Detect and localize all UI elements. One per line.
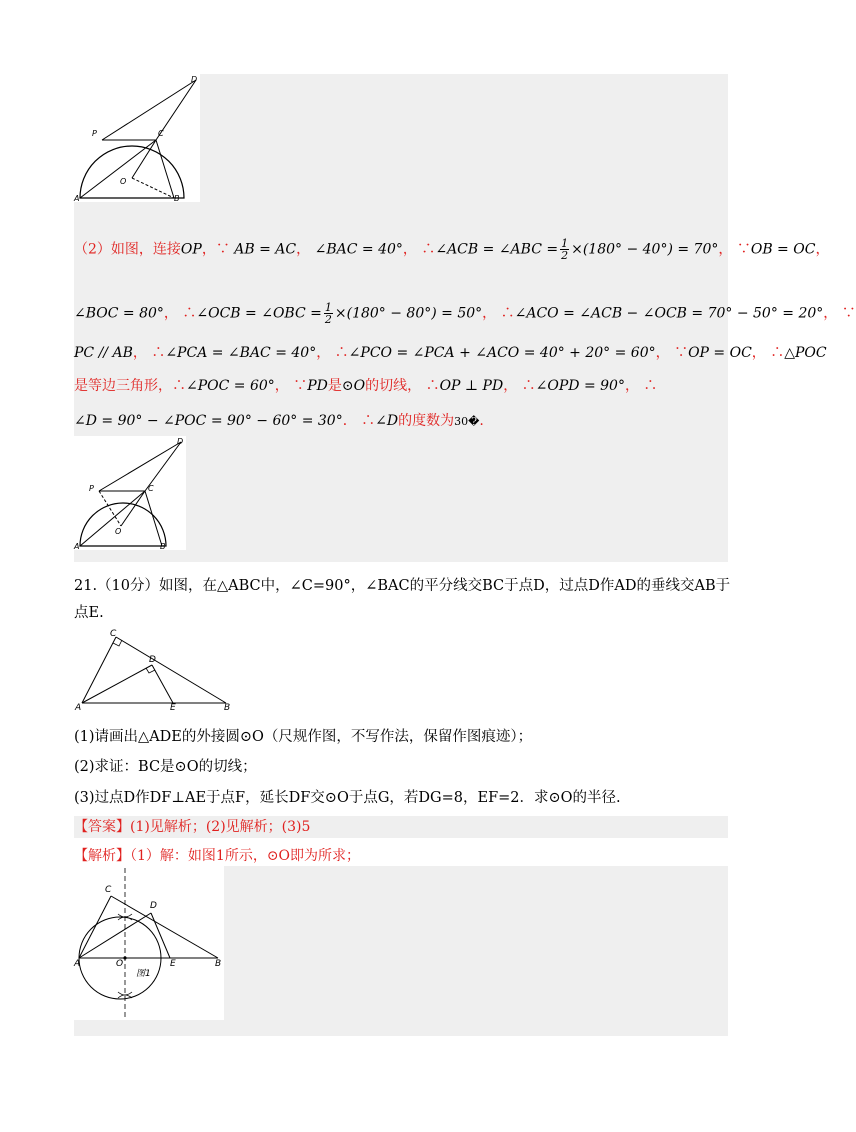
fig3-label-b: B	[224, 703, 231, 713]
math: ∠ACB = ∠ABC =	[435, 241, 559, 258]
fig2-label-a: A	[74, 542, 80, 551]
text: 是等边三角形，	[74, 378, 172, 394]
math: ∠D = 90° − ∠POC = 90° − 60° = 30°	[74, 413, 343, 429]
fig3-label-d: D	[149, 655, 156, 665]
math: OP ⊥ PD	[439, 378, 504, 394]
question-21-line-2: 点E.	[74, 605, 104, 621]
text: ，	[163, 305, 178, 322]
math: AB = AC	[234, 241, 297, 258]
denominator: 2	[561, 249, 569, 262]
therefore-symbol: ∴	[151, 345, 166, 361]
text: 的切线，	[365, 378, 422, 394]
because-symbol: ∵	[736, 241, 751, 258]
math: ∠D	[375, 413, 399, 429]
math: ∠BOC = 80°	[74, 305, 164, 322]
text: ，	[201, 241, 216, 258]
fig4-label-c: C	[105, 885, 112, 895]
text: 的度数为	[398, 413, 455, 429]
fig1-label-o: O	[120, 177, 127, 186]
fig3-label-c: C	[110, 629, 117, 639]
fig1-label-a: A	[74, 194, 80, 203]
fig4-label-b: B	[215, 959, 222, 969]
denominator: 2	[324, 313, 332, 326]
text: ．	[342, 413, 357, 429]
therefore-symbol: ∴	[521, 378, 536, 394]
because-symbol: ∵	[293, 378, 308, 394]
answer-row: 【答案】(1)见解析；(2)见解析；(3)5	[74, 816, 728, 838]
fig1-label-d: D	[191, 75, 198, 84]
math: △POC	[784, 345, 827, 361]
therefore-symbol: ∴	[172, 378, 186, 394]
text: .	[479, 413, 484, 429]
text: ，	[751, 345, 766, 361]
figure-construction	[74, 866, 224, 1020]
fig4-label-e: E	[170, 959, 176, 969]
text: ，	[823, 305, 838, 322]
math: ×(180° − 80°) = 50°	[334, 305, 483, 322]
text: ，	[503, 378, 518, 394]
math: ×(180° − 40°) = 70°	[571, 241, 719, 258]
math: ⊙O	[341, 378, 366, 394]
fig4-caption: 图1	[136, 969, 151, 979]
figure-semicircle-1	[74, 74, 200, 202]
text: 30�	[454, 415, 480, 428]
numerator: 1	[561, 237, 569, 250]
math: PC // AB	[74, 345, 133, 361]
because-symbol: ∵	[841, 305, 856, 322]
text: 是	[327, 378, 342, 394]
math: ∠PCA = ∠BAC = 40°	[165, 345, 317, 361]
text: ，	[316, 345, 331, 361]
fig1-label-b: B	[174, 194, 180, 203]
fig3-label-a: A	[75, 703, 82, 713]
text: ，	[132, 345, 147, 361]
figure-triangle	[74, 624, 234, 713]
therefore-symbol: ∴	[421, 241, 436, 258]
text: ，	[815, 241, 830, 258]
figure-semicircle-2	[74, 436, 186, 550]
because-symbol: ∵	[674, 345, 689, 361]
fig3-label-e: E	[170, 703, 176, 713]
question-21-part-1: (1)请画出△ADE的外接圆⊙O（尺规作图，不写作法，保留作图痕迹）；	[74, 729, 533, 745]
numerator: 1	[324, 301, 332, 314]
solution-line-2	[74, 302, 856, 325]
therefore-symbol: ∴	[770, 345, 785, 361]
therefore-symbol: ∴	[182, 305, 197, 322]
fig2-label-b: B	[160, 542, 166, 551]
fig4-label-o: O	[116, 959, 124, 969]
question-21-line-1: 21.（10分）如图，在△ABC中，∠C=90°，∠BAC的平分线交BC于点D，过点D作AD的垂线交AB于	[74, 578, 731, 594]
math: ∠POC = 60°	[186, 378, 275, 394]
therefore-symbol: ∴	[361, 413, 376, 429]
fig2-label-d: D	[177, 437, 184, 446]
fig1-label-c: C	[158, 129, 164, 138]
text: （2）如图，连接	[74, 241, 181, 258]
fig2-label-o: O	[115, 527, 122, 536]
math: ∠BAC = 40°	[314, 241, 403, 258]
text: ，	[624, 378, 639, 394]
math: OB = OC	[750, 241, 816, 258]
text: ，	[274, 378, 289, 394]
text: ，	[296, 241, 311, 258]
question-21-part-3: (3)过点D作DF⊥AE于点F，延长DF交⊙O于点G，若DG=8，EF=2．求⊙O的半径.	[74, 790, 621, 806]
math: ∠OCB = ∠OBC =	[196, 305, 322, 322]
therefore-symbol: ∴	[643, 378, 658, 394]
analysis-line: 【解析】（1）解：如图1所示，⊙O即为所求；	[74, 848, 361, 864]
fig4-label-d: D	[150, 901, 157, 911]
fig2-label-p: P	[89, 484, 94, 493]
therefore-symbol: ∴	[334, 345, 349, 361]
fig2-label-c: C	[148, 484, 154, 493]
because-symbol: ∵	[215, 241, 230, 258]
math: PD	[307, 378, 328, 394]
fraction	[324, 302, 333, 325]
math: ∠ACO = ∠ACB − ∠OCB = 70° − 50° = 20°	[514, 305, 824, 322]
solution-line-4	[74, 376, 657, 396]
math: ∠PCO = ∠PCA + ∠ACO = 40° + 20° = 60°	[348, 345, 656, 361]
text: ，	[718, 241, 733, 258]
fraction	[560, 238, 569, 261]
text: ，	[402, 241, 417, 258]
math: ∠OPD = 90°	[535, 378, 625, 394]
solution-line-3	[74, 343, 827, 363]
solution-line-5	[74, 411, 484, 432]
question-21-part-2: (2)求证：BC是⊙O的切线；	[74, 759, 257, 775]
solution-line-1	[74, 238, 829, 261]
therefore-symbol: ∴	[500, 305, 515, 322]
math: OP	[180, 241, 202, 258]
text: ，	[482, 305, 497, 322]
fig4-label-a: A	[74, 959, 81, 969]
text: ，	[655, 345, 670, 361]
therefore-symbol: ∴	[425, 378, 440, 394]
math: OP = OC	[688, 345, 752, 361]
fig1-label-p: P	[92, 129, 97, 138]
